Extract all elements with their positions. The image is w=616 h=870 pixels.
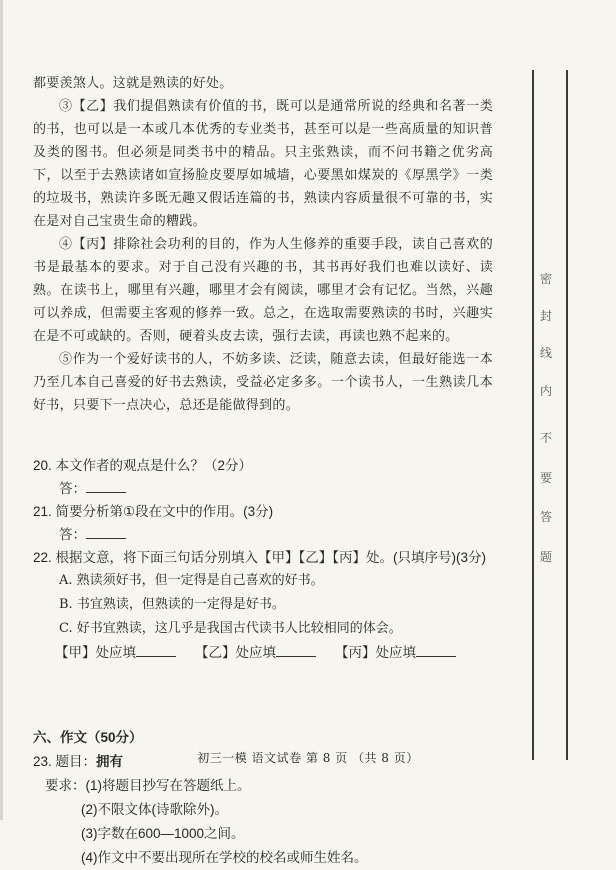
requirement-text: (1)将题目抄写在答题纸上。 — [85, 778, 251, 793]
answer-20 — [33, 477, 493, 500]
fill-blank[interactable] — [416, 642, 456, 657]
question-22 — [33, 546, 493, 569]
fill-yi — [195, 641, 335, 665]
passage-paragraph-3: ③【乙】我们提倡熟读有价值的书，既可以是通常所说的经典和名著一类的书，也可以是一本或几本优秀的专业类书，甚至可以是一些高质量的知识普及类的图书。但必须是同类书中的精品。只主张熟读，而不问书籍之优劣高下，以至于去熟读诸如宣扬脸皮要厚如城墙，心要黑如煤炭的《厚黑学》一类的垃圾书，熟读许多既无趣又假话连篇的书，熟读内容质量很不可靠的书，实在是对自己宝贵生命的糟践。 — [33, 99, 493, 229]
page-footer: 初三一模 语文试卷 第 8 页 （共 8 页） — [197, 751, 419, 765]
seal-char: 答 — [539, 510, 552, 524]
answer-blank[interactable] — [86, 480, 126, 493]
fill-blank[interactable] — [276, 642, 316, 657]
requirement-3: (3)字数在600—1000之间。 — [81, 826, 245, 841]
question-number: 21. — [33, 504, 52, 519]
passage-continuation: 都要羡煞人。这就是熟读的好处。 — [33, 76, 233, 91]
seal-line-left — [532, 70, 534, 760]
option-b: B. 书宜熟读，但熟读的一定得是好书。 — [59, 597, 285, 612]
question-text: 本文作者的观点是什么？（2分） — [55, 458, 253, 473]
seal-char: 不 — [539, 431, 552, 445]
fill-jia — [55, 641, 195, 665]
requirement-1 — [33, 774, 493, 798]
fill-bing — [335, 641, 475, 665]
fill-blank[interactable] — [136, 642, 176, 657]
question-number: 22. — [33, 550, 52, 565]
requirement-4: (4)作文中不要出现所在学校的校名或师生姓名。 — [81, 850, 368, 865]
passage-paragraph-4: ④【丙】排除社会功利的目的，作为人生修养的重要手段，读自己喜欢的书是最基本的要求。对于自己没有兴趣的书，其书再好我们也难以读好、读熟。在读书上，哪里有兴趣，哪里才会有阅读，哪里才会有记忆。当然，兴趣可以养成，但需要主客观的修养一致。总之，在选取需要熟读的书时，兴趣实在是不可或缺的。否则，硬着头皮去读，强行去读，再读也熟不起来的。 — [33, 237, 493, 344]
question-number: 20. — [33, 458, 52, 473]
seal-char: 封 — [539, 309, 552, 323]
answer-blank[interactable] — [86, 526, 126, 539]
fill-label: 【甲】处应填 — [55, 645, 136, 660]
question-text: 根据文意，将下面三句话分别填入【甲】【乙】【丙】处。(只填序号)(3分) — [55, 550, 487, 565]
question-number: 23. — [33, 754, 52, 769]
seal-char: 题 — [539, 550, 552, 564]
requirement-2: (2)不限文体(诗歌除外)。 — [81, 802, 228, 817]
answer-label: 答： — [59, 527, 86, 542]
option-a: A. 熟读须好书，但一定得是自己喜欢的好书。 — [59, 573, 324, 588]
seal-line-right — [566, 70, 568, 760]
passage-paragraph-5: ⑤作为一个爱好读书的人，不妨多读、泛读，随意去读，但最好能选一本乃至几本自己喜爱的好书去熟读，受益必定多多。一个读书人，一生熟读几本好书，只要下一点决心，总还是能做得到的。 — [33, 352, 493, 413]
requirements-label: 要求： — [45, 778, 86, 793]
seal-char: 内 — [539, 384, 552, 398]
answer-label: 答： — [59, 481, 86, 496]
essay-section-title: 六、作文（50分） — [33, 730, 143, 745]
fill-label: 【丙】处应填 — [335, 645, 416, 660]
option-c: C. 好书宜熟读，这几乎是我国古代读书人比较相同的体会。 — [59, 621, 402, 636]
title-label: 题目： — [55, 754, 97, 769]
page-edge — [0, 0, 3, 820]
essay-title: 拥有 — [96, 754, 124, 769]
seal-char: 线 — [539, 346, 552, 360]
fill-label: 【乙】处应填 — [195, 645, 276, 660]
question-text: 简要分析第①段在文中的作用。(3分) — [55, 504, 274, 519]
question-21 — [33, 500, 493, 523]
seal-char: 要 — [539, 471, 552, 485]
question-20 — [33, 454, 493, 477]
answer-21 — [33, 523, 493, 546]
seal-char: 密 — [539, 272, 552, 286]
fill-row — [33, 641, 493, 665]
